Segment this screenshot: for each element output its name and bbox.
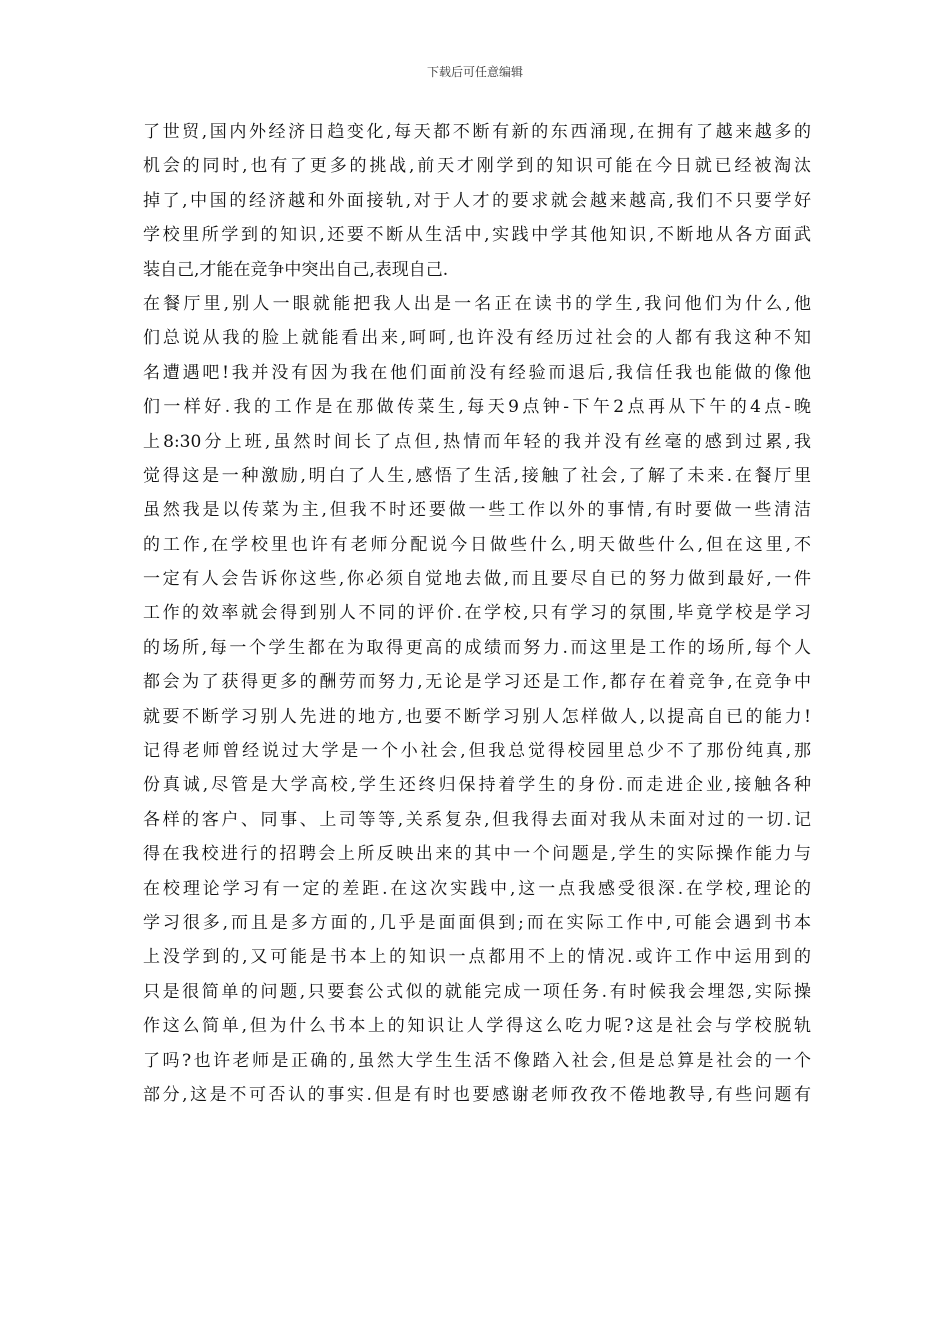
text-line: 觉得这是一种激励,明白了人生,感悟了生活,接触了社会,了解了未来.在餐厅里	[143, 465, 811, 486]
text-line: 上没学到的,又可能是书本上的知识一点都用不上的情况.或许工作中运用到的	[143, 947, 811, 968]
text-line: 只是很简单的问题,只要套公式似的就能完成一项任务.有时候我会埋怨,实际操	[143, 981, 811, 1002]
text-line: 虽然我是以传菜为主,但我不时还要做一些工作以外的事情,有时要做一些清洁	[143, 500, 811, 521]
text-line: 装自己,才能在竞争中突出自己,表现自己.	[143, 259, 449, 280]
text-line: 们一样好.我的工作是在那做传菜生,每天9点钟-下午2点再从下午的4点-晚	[143, 397, 811, 418]
text-line: 机会的同时,也有了更多的挑战,前天才刚学到的知识可能在今日就已经被淘汰	[143, 156, 811, 177]
text-line: 了吗?也许老师是正确的,虽然大学生生活不像踏入社会,但是总算是社会的一个	[143, 1050, 811, 1071]
text-line: 名遭遇吧!我并没有因为我在他们面前没有经验而退后,我信任我也能做的像他	[143, 362, 811, 383]
text-line: 工作的效率就会得到别人不同的评价.在学校,只有学习的氛围,毕竟学校是学习	[143, 603, 811, 624]
text-line: 掉了,中国的经济越和外面接轨,对于人才的要求就会越来越高,我们不只要学好	[143, 190, 811, 211]
document-body	[143, 115, 811, 1112]
text-line: 记得老师曾经说过大学是一个小社会,但我总觉得校园里总少不了那份纯真,那	[143, 741, 811, 762]
text-line: 一定有人会告诉你这些,你必须自觉地去做,而且要尽自已的努力做到最好,一件	[143, 569, 811, 590]
text-line: 的工作,在学校里也许有老师分配说今日做些什么,明天做些什么,但在这里,不	[143, 534, 811, 555]
text-line: 的场所,每一个学生都在为取得更高的成绩而努力.而这里是工作的场所,每个人	[143, 637, 811, 658]
text-line: 在校理论学习有一定的差距.在这次实践中,这一点我感受很深.在学校,理论的	[143, 878, 811, 899]
text-line: 学校里所学到的知识,还要不断从生活中,实践中学其他知识,不断地从各方面武	[143, 225, 811, 246]
text-line: 各样的客户、同事、上司等等,关系复杂,但我得去面对我从未面对过的一切.记	[143, 809, 811, 830]
text-line: 份真诚,尽管是大学高校,学生还终归保持着学生的身份.而走进企业,接触各种	[143, 775, 811, 796]
text-line: 上8:30分上班,虽然时间长了点但,热情而年轻的我并没有丝毫的感到过累,我	[143, 431, 811, 452]
text-line: 部分,这是不可否认的事实.但是有时也要感谢老师孜孜不倦地教导,有些问题有	[143, 1084, 811, 1105]
text-line: 作这么简单,但为什么书本上的知识让人学得这么吃力呢?这是社会与学校脱轨	[143, 1016, 811, 1037]
text-line: 学习很多,而且是多方面的,几乎是面面俱到;而在实际工作中,可能会遇到书本	[143, 912, 811, 933]
text-line: 得在我校进行的招聘会上所反映出来的其中一个问题是,学生的实际操作能力与	[143, 844, 811, 865]
text-line: 们总说从我的脸上就能看出来,呵呵,也许没有经历过社会的人都有我这种不知	[143, 328, 811, 349]
text-line: 了世贸,国内外经济日趋变化,每天都不断有新的东西涌现,在拥有了越来越多的	[143, 122, 811, 142]
text-line: 都会为了获得更多的酬劳而努力,无论是学习还是工作,都存在着竞争,在竞争中	[143, 672, 811, 693]
text-line: 就要不断学习别人先进的地方,也要不断学习别人怎样做人,以提高自已的能力!	[143, 706, 811, 727]
page-header: 下载后可任意编辑	[426, 65, 523, 79]
text-line: 在餐厅里,别人一眼就能把我人出是一名正在读书的学生,我问他们为什么,他	[143, 293, 811, 314]
